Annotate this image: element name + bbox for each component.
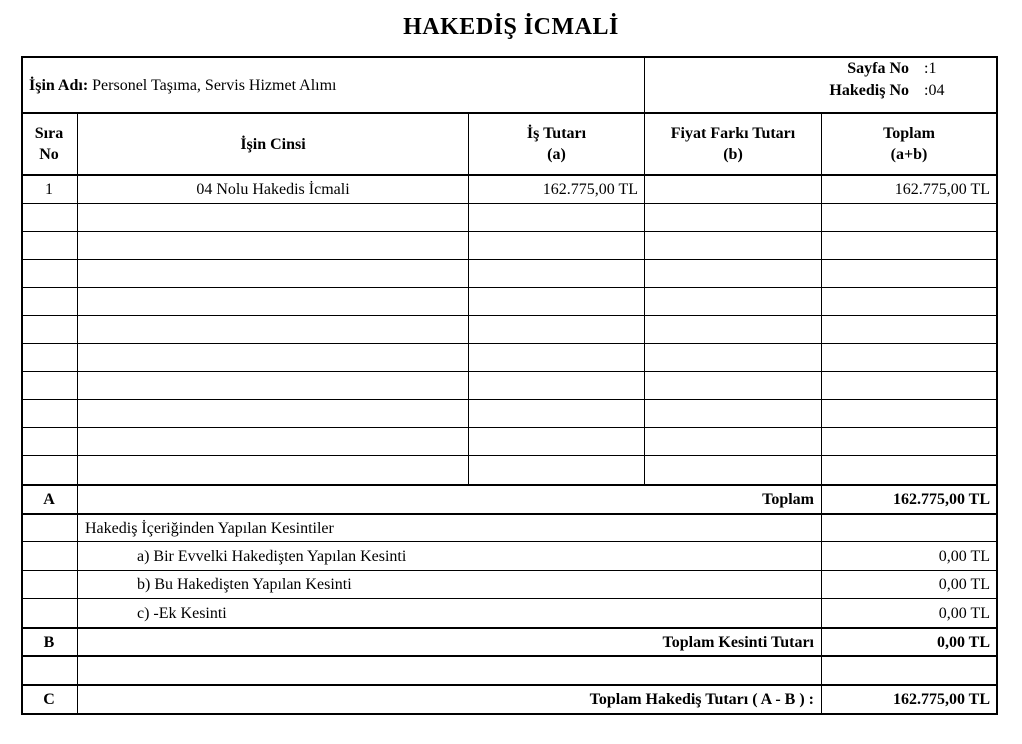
row-1-sira: 1 [45,181,53,198]
kesinti-a-value: 0,00 TL [938,548,990,565]
sayfa-no-value: :1 [924,60,937,77]
row-1-is-tutari: 162.775,00 TL [542,181,638,198]
row-a-value: 162.775,00 TL [892,491,990,508]
column-header-isin-cinsi: İşin Cinsi [240,136,306,153]
kesinti-b-value: 0,00 TL [938,576,990,593]
row-c-label: Toplam Hakediş Tutarı ( A - B ) : [589,691,814,708]
hakedis-no-label: Hakediş No [829,82,909,99]
column-header-fiyat-farki: Fiyat Farkı Tutarı [670,125,796,142]
row-a-letter: A [43,491,55,508]
column-header-is-tutari-sub: (a) [547,146,566,163]
isin-adi-value: Personel Taşıma, Servis Hizmet Alımı [92,77,337,94]
kesinti-c-value: 0,00 TL [938,605,990,622]
row-b-label: Toplam Kesinti Tutarı [662,634,814,651]
row-1-toplam: 162.775,00 TL [894,181,990,198]
column-header-sira: Sıra [34,125,64,142]
row-a-label: Toplam [762,491,814,508]
kesinti-c-label: c) -Ek Kesinti [137,605,227,622]
document-title: HAKEDİŞ İCMALİ [403,14,619,40]
isin-adi [29,77,336,95]
row-b-value: 0,00 TL [936,634,990,651]
column-header-sira-no: No [39,146,59,163]
row-c-value: 162.775,00 TL [892,691,990,708]
isin-adi-label: İşin Adı: [29,77,89,94]
column-header-fiyat-farki-sub: (b) [723,146,743,163]
hakedis-no-value: :04 [924,82,945,99]
row-1-cins: 04 Nolu Hakedis İcmali [196,181,350,198]
column-header-toplam: Toplam [883,125,935,142]
column-header-is-tutari: İş Tutarı [526,125,587,142]
kesinti-heading: Hakediş İçeriğinden Yapılan Kesintiler [85,520,334,537]
hakedis-table [21,56,998,716]
sayfa-no-label: Sayfa No [847,60,909,77]
kesinti-a-label: a) Bir Evvelki Hakedişten Yapılan Kesinti [137,548,407,565]
kesinti-b-label: b) Bu Hakedişten Yapılan Kesinti [137,576,352,593]
row-b-letter: B [43,634,55,651]
column-header-toplam-sub: (a+b) [890,146,928,163]
row-c-letter: C [43,691,55,708]
